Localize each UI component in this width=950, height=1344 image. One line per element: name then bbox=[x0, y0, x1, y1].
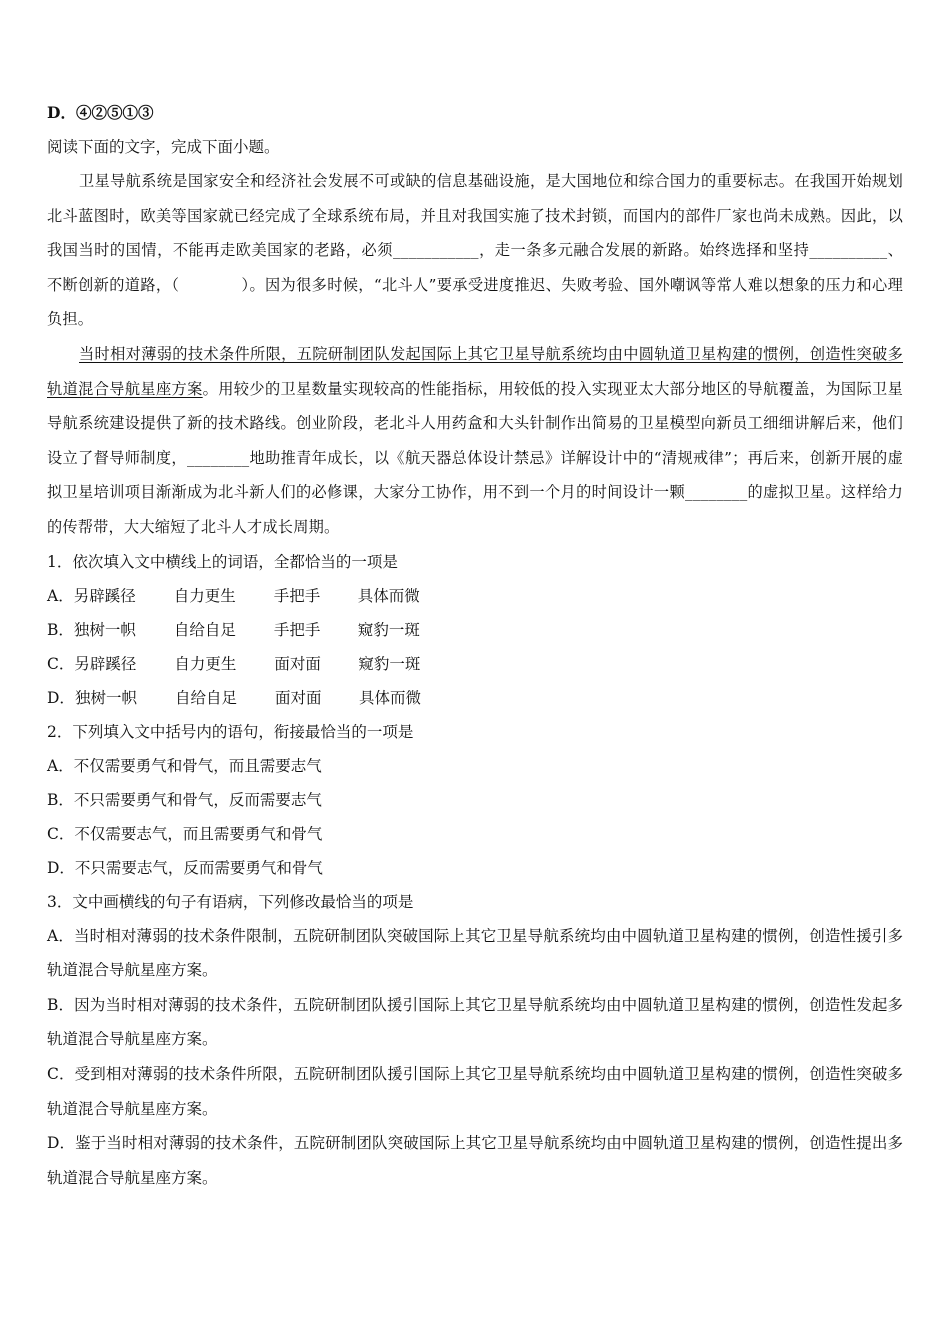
question-2-option-a: A．不仅需要勇气和骨气，而且需要志气 bbox=[47, 756, 322, 775]
question-2-option-d: D．不只需要志气，反而需要勇气和骨气 bbox=[47, 858, 323, 877]
passage-paragraph-2-rest: 。用较少的卫星数量实现较高的性能指标，用较低的投入实现亚太大部分地区的导航覆盖，为国际卫星导航系统建设提供了新的技术路线。创业阶段，老北斗人用药盒和大头针制作出简易的卫星模型向新员工细细讲解后来，他们设立了督导师制度，________地助推青年成长，以《航天器总体设计禁忌》详解设计中的“清规戒律”；再后来，创新开展的虚拟卫星培训项目渐渐成为北斗新人们的必修课，大家分工协作，用不到一个月的时间设计一颗________的虚拟卫星。这样给力的传帮带，大大缩短了北斗人才成长周期。 bbox=[47, 379, 904, 536]
question-2-stem: 2．下列填入文中括号内的语句，衔接最恰当的一项是 bbox=[47, 722, 414, 741]
passage-paragraph-1: 卫星导航系统是国家安全和经济社会发展不可或缺的信息基础设施，是大国地位和综合国力的重要标志。在我国开始规划北斗蓝图时，欧美等国家就已经完成了全球系统布局，并且对我国实施了技术封锁，而国内的部件厂家也尚未成熟。因此，以我国当时的国情，不能再走欧美国家的老路，必须___________，走一条多元融合发展的新路。始终选择和坚持__________、不断创新的道路，（ ）。因为很多时候，“北斗人”要承受进度推迟、失败考验、国外嘲讽等常人难以想象的压力和心理负担。 bbox=[47, 172, 903, 329]
question-2-option-b: B．不只需要勇气和骨气，反而需要志气 bbox=[47, 790, 322, 809]
question-3-option-d: D．鉴于当时相对薄弱的技术条件，五院研制团队突破国际上其它卫星导航系统均由中圆轨道卫星构建的惯例，创造性提出多轨道混合导航星座方案。 bbox=[47, 1134, 903, 1187]
passage-paragraph-2 bbox=[47, 337, 903, 545]
document-page bbox=[47, 96, 903, 1195]
question-1-option-c: C．另辟蹊径 自力更生 面对面 窥豹一斑 bbox=[47, 654, 421, 673]
question-1-option-d: D．独树一帜 自给自足 面对面 具体而微 bbox=[47, 688, 421, 707]
question-3-stem: 3．文中画横线的句子有语病，下列修改最恰当的项是 bbox=[47, 892, 414, 911]
question-3-option-c: C．受到相对薄弱的技术条件所限，五院研制团队援引国际上其它卫星导航系统均由中圆轨道卫星构建的惯例，创造性突破多轨道混合导航星座方案。 bbox=[47, 1064, 903, 1118]
top-option: D．④②⑤①③ bbox=[47, 103, 154, 122]
underlined-sentence: 当时相对薄弱的技术条件所限，五院研制团队发起国际上其它卫星导航系统均由中圆轨道卫星构建的惯例，创造性突破多轨道混合导航星座方案 bbox=[47, 344, 903, 398]
question-1-option-b: B．独树一帜 自给自足 手把手 窥豹一斑 bbox=[47, 620, 420, 639]
question-2-option-c: C．不仅需要志气，而且需要勇气和骨气 bbox=[47, 824, 323, 843]
question-1-stem: 1．依次填入文中横线上的词语，全都恰当的一项是 bbox=[47, 552, 398, 571]
instruction: 阅读下面的文字，完成下面小题。 bbox=[47, 138, 280, 156]
question-1-option-a: A．另辟蹊径 自力更生 手把手 具体而微 bbox=[47, 586, 420, 605]
question-3-option-a: A．当时相对薄弱的技术条件限制，五院研制团队突破国际上其它卫星导航系统均由中圆轨道卫星构建的惯例，创造性援引多轨道混合导航星座方案。 bbox=[47, 926, 903, 980]
question-3-option-b: B．因为当时相对薄弱的技术条件，五院研制团队援引国际上其它卫星导航系统均由中圆轨道卫星构建的惯例，创造性发起多轨道混合导航星座方案。 bbox=[47, 995, 903, 1049]
